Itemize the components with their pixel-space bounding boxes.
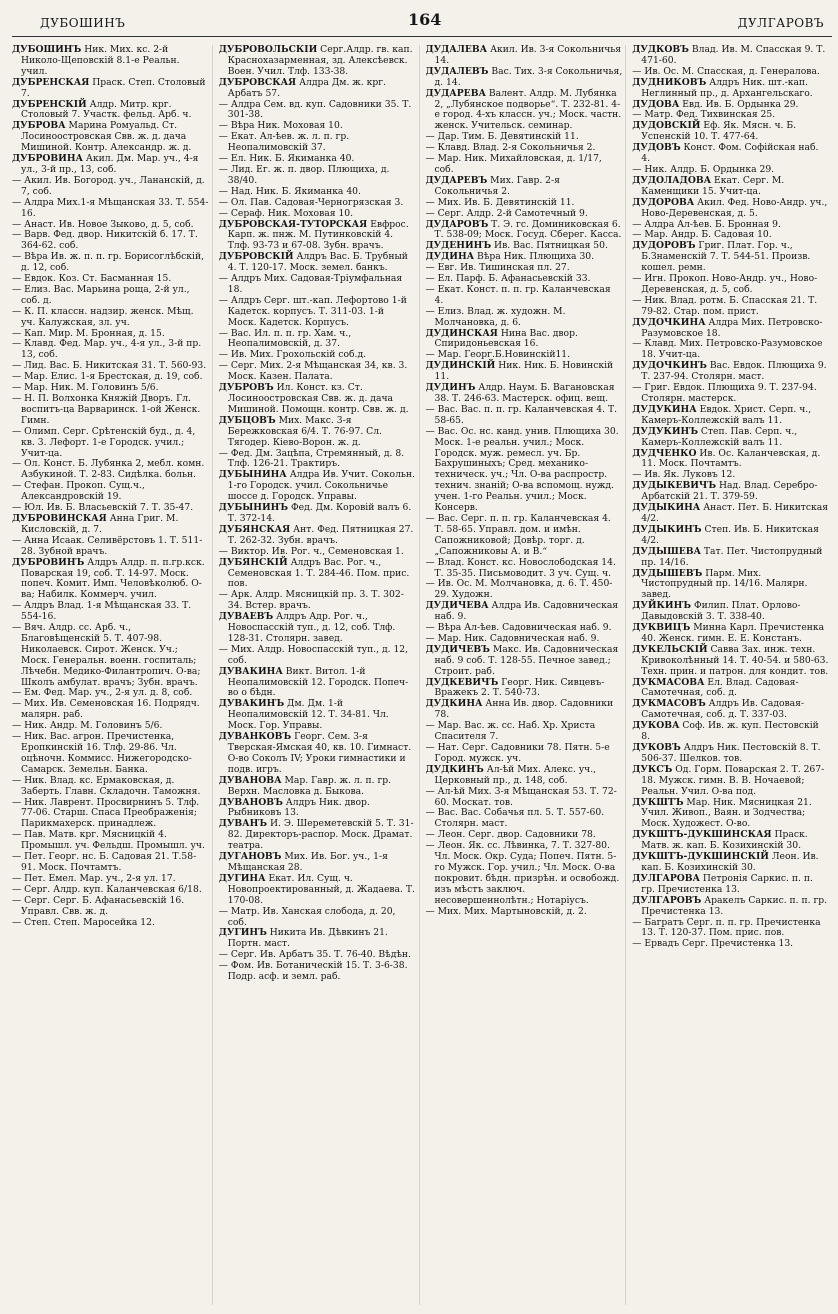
directory-entry: ДУБОШИНЪ Ник. Мих. кс. 2-й Николо-Щеповскій 8.1-е Реальн. учил. bbox=[12, 45, 180, 77]
directory-entry: — Нат. Серг. Садовники 78. Пятн. 5-е Город. мужск. уч. bbox=[425, 742, 610, 764]
directory-entry: ДУДИНСКАЯ Нина Вас. двор. Спиридоньевская 16. bbox=[425, 327, 578, 350]
directory-entry: — Алдръ Серг. шт.-кап. Лефортово 1-й Кадетск. корпусъ. Т. 311-03. 1-й Моск. Кадетск. Корпусъ. bbox=[218, 294, 407, 328]
directory-entry: ДУБРЕНСКІЙ Алдр. Митр. крг. Столовый 7. Участк. фельд. Арб. ч. bbox=[12, 98, 192, 121]
directory-entry: ДУКШТЪ-ДУКШИНСКІЙ Леон. Ив. кап. Б. Козихинскій 30. bbox=[632, 851, 819, 873]
directory-entry: ДУДЫКИНЪ Степ. Ив. Б. Никитская 4/2. bbox=[632, 523, 819, 546]
directory-entry: — Серг. Алдр. куп. Каланчевская 6/18. bbox=[12, 883, 202, 895]
directory-entry: — Серг. Алдр. 2-й Самотечный 9. bbox=[425, 207, 588, 219]
directory-entry: ДУБРОВЪ Ил. Конст. кз. Ст. Лосиноостровская Свв. ж. д. дача Мишиной. Помощн. контр. Свв. ж. д. bbox=[218, 382, 409, 415]
directory-entry: — Анаст. Ив. Новое Зыково, д. 5, соб. bbox=[12, 218, 194, 230]
directory-entry: — Пет. Георг. нс. Б. Садовая 21. Т.58-91. Моск. Почтамтъ. bbox=[12, 851, 197, 873]
directory-entry: — Мар. Елис. 1-я Брестская, д. 19, соб. bbox=[12, 371, 203, 383]
column-1 bbox=[12, 45, 213, 1305]
directory-entry: ДУГИНЪ Никита Ив. Дѣвкинъ 21. Портн. маст. bbox=[218, 927, 388, 950]
directory-entry: ДУБЯНСКАЯ Ант. Фед. Пятницкая 27. Т. 262-32. Зубн. врачъ. bbox=[218, 523, 414, 546]
directory-entry: — Вѣра Ив. ж. п. п. гр. Борисоглѣбскій, д. 12, соб. bbox=[12, 251, 205, 274]
directory-entry: ДУДОВЪ Конст. Фом. Софійская наб. 4. bbox=[632, 142, 819, 165]
directory-entry: — Акил. Ив. Богород. уч., Лананскій, д. 7, соб. bbox=[12, 174, 205, 197]
directory-entry: — Мар. Ник. Садовническая наб. 9. bbox=[425, 632, 600, 644]
directory-entry: — К. П. классн. надзир. женск. Мѣщ. уч. Калужская, зл. уч. bbox=[12, 305, 194, 328]
directory-entry: ДУБЯНСКІЙ Алдръ Вас. Рог. ч., Семеновская 1. Т. 284-46. Пом. прис. пов. bbox=[218, 556, 410, 590]
directory-entry: ДУДУКИНЪ Степ. Пав. Серп. ч., Камеръ-Коллежскій валъ 11. bbox=[632, 425, 798, 448]
directory-entry: — Мар. Ник. Михайловская, д. 1/17, соб. bbox=[425, 153, 602, 175]
directory-entry: — Мар. Андр. Б. Садовая 10. bbox=[632, 229, 772, 241]
directory-entry: — Варв. Фед. двор. Никитскій б. 17. Т. 364-62. соб. bbox=[12, 229, 198, 252]
directory-entry: ДУВАНЪ И. Э. Шереметевскій 5. Т. 31-82. Директоръ-распор. Моск. Драмат. театра. bbox=[218, 818, 414, 852]
directory-entry: — Дар. Тим. Б. Девятинскій 11. bbox=[425, 131, 579, 143]
column-2 bbox=[219, 45, 420, 1305]
directory-entry: — Вас. Вас. п. п. гр. Каланчевская 4. Т. 58-65. bbox=[425, 403, 618, 426]
directory-entry: ДУКОВА Соф. Ив. ж. куп. Пестовскій 8. bbox=[632, 720, 819, 743]
directory-entry: ДУКОВЪ Алдръ Ник. Пестовскій 8. Т. 506-37. Шелков. тов. bbox=[632, 742, 821, 764]
directory-entry: — Леон. Серг. двор. Садовники 78. bbox=[425, 829, 596, 841]
directory-entry: — Влад. Конст. кс. Новослободская 14. Т. 35-35. Письмоводит. 3 уч. Сущ. ч. bbox=[425, 556, 616, 579]
directory-entry: — Анна Исаак. Селивёрстовъ 1. Т. 511-28. Зубной врачъ. bbox=[12, 534, 203, 557]
directory-entry: — Ив. Ос. М. Спасская, д. Генералова. bbox=[632, 65, 820, 77]
directory-entry: — Сераф. Ник. Моховая 10. bbox=[218, 207, 354, 219]
directory-entry: — Елиз. Вас. Марьина роща, 2-й ул., соб. д. bbox=[12, 283, 190, 306]
directory-entry: — Мих. Ив. Б. Девятинскій 11. bbox=[425, 196, 575, 208]
directory-entry: — Ник. Вас. агрон. Пречистенка, Еропкинскій 16. Тлф. 29-86. Чл. оцѣночн. Коммисс. Нижегородско-Самарск. Земельн. Банка. bbox=[12, 731, 192, 775]
directory-entry: ДУГАНОВЪ Мих. Ив. Бог. уч., 1-я Мѣщанская 28. bbox=[218, 851, 388, 873]
directory-entry: — Ив. Ос. М. Молчановка, д. 6. Т. 450-29. Художн. bbox=[425, 578, 613, 601]
directory-entry: ДУБРОВСКАЯ-ТУТОРСКАЯ Евфрос. Карп. ж. пнж. М. Путинковскій 4. Тлф. 93-73 и 67-08. Зубн. врачъ. bbox=[218, 218, 409, 252]
directory-entry: ДУДАРЕВЪ Мих. Гавр. 2-я Сокольничья 2. bbox=[425, 174, 560, 197]
directory-entry: ДУДКОВЪ Влад. Ив. М. Спасская 9. Т. 471-60. bbox=[632, 45, 826, 66]
directory-entry: — Клавд. Влад. 2-я Сокольничья 2. bbox=[425, 142, 596, 154]
directory-entry: — Ол. Пав. Садовая-Черногрязская 3. bbox=[218, 196, 404, 208]
directory-entry: — Екат. Конст. п. п. гр. Каланчевская 4. bbox=[425, 283, 611, 306]
directory-entry: — Олимп. Серг. Срѣтенскій буд., д. 4, кв. 3. Лефорт. 1-е Городск. учил.; Учит-ца. bbox=[12, 425, 196, 459]
directory-entry: — Алдра Сем. вд. куп. Садовники 35. Т. 301-38. bbox=[218, 98, 412, 121]
directory-entry: ДУДОЧКИНА Алдра Мих. Петровско-Разумовское 18. bbox=[632, 316, 823, 339]
directory-entry: — Ник. Влад. ротм. Б. Спасская 21. Т. 79-82. Стар. пом. прист. bbox=[632, 294, 818, 317]
directory-entry: — Вас. Ос. нс. канд. унив. Плющиха 30. Моск. 1-е реальн. учил.; Моск. Городск. муж. ремесл. уч. Бр. Бахрушиныхъ; Сред. механико-техническ. уч.; Чл. О-ва распростр. технич. знаній; О-ва вспомощ. нужд. учен. 1-го Реальн. учил.; Моск. Консерв. bbox=[425, 425, 619, 514]
directory-entry: ДУДОВСКІЙ Еф. Як. Мясн. ч. Б. Успенскій 10. Т. 477-64. bbox=[632, 120, 797, 143]
directory-entry: — Пав. Матв. крг. Мясницкій 4. Промышл. уч. Фельдш. Промышл. уч. bbox=[12, 829, 205, 852]
directory-entry: — Вас. Серг. п. п. гр. Каланчевская 4. Т. 58-65. Управл. дом. и имѣн. Сапожниковой; Довѣр. торг. д. „Сапожниковы А. и В.“ bbox=[425, 512, 611, 557]
directory-entry: ДУКШТЪ Мар. Ник. Мясницкая 21. Учил. Живоп., Ваян. и Зодчества; Моск. Художест. О-во. bbox=[632, 796, 812, 830]
directory-entry: — Лид. Вас. Б. Никитская 31. Т. 560-93. bbox=[12, 360, 207, 372]
directory-entry: — Алдръ Мих. Садовая-Тріумфальная 18. bbox=[218, 273, 403, 295]
directory-entry: ДУГИНА Екат. Ил. Сущ. ч. Новопроектированный, д. Жадаева. Т. 170-08. bbox=[218, 872, 415, 906]
directory-entry: ДУБРОВСКІЙ Алдръ Вас. Б. Трубный 4. Т. 120-17. Моск. земел. банкъ. bbox=[218, 251, 408, 274]
directory-entry: ДУДЫШЕВЪ Парм. Мих. Чистопрудный пр. 14/16. Малярн. завед. bbox=[632, 567, 808, 601]
directory-entry: — Мих. Ив. Семеновская 16. Подрядч. малярн. раб. bbox=[12, 698, 200, 721]
directory-entry: ДУЛГАРОВЪ Аракелъ Саркис. п. п. гр. Пречистенка 13. bbox=[632, 894, 828, 917]
directory-entry: ДУБРОВОЛЬСКІЙ Серг.Алдр. гв. кап. Краснохазарменная, зд. Алексѣевск. Воен. Учил. Тлф. 133-38. bbox=[218, 45, 413, 77]
directory-entry: — Мар. Георг.Б.Новинскій11. bbox=[425, 349, 571, 361]
directory-entry: — Вѣра Ал-ѣев. Садовническая наб. 9. bbox=[425, 622, 612, 634]
directory-entry: — Виктор. Ив. Рог. ч., Семеновская 1. bbox=[218, 545, 404, 557]
directory-entry: — Мих. Мих. Мартыновскій, д. 2. bbox=[425, 905, 587, 917]
directory-entry: ДУВАКИНЪ Дм. Дм. 1-й Неопалимовскій 12. Т. 34-81. Чл. Моск. Гор. Управы. bbox=[218, 698, 389, 732]
directory-entry: — Алдръ Влад. 1-я Мѣщанская 33. Т. 554-16. bbox=[12, 600, 192, 623]
directory-entry: — Юл. Ив. Б. Власьевскій 7. Т. 35-47. bbox=[12, 502, 194, 514]
directory-entry: — Над. Ник. Б. Якиманка 40. bbox=[218, 185, 361, 197]
directory-entry: — Ив. Мих. Грохольскій соб.д. bbox=[218, 349, 367, 361]
directory-entry: ДУБРОВСКАЯ Алдра Дм. ж. крг. Арбатъ 57. bbox=[218, 76, 386, 99]
directory-entry: ДУДАРЕВА Валент. Алдр. М. Лубянка 2, „Лубянское подворье“. Т. 232-81. 4-е город. 4-хъ классн. уч.; Моск. частн. женск. Учительск. семинар. bbox=[425, 87, 622, 132]
directory-entry: — Лид. Ег. ж. п. двор. Плющиха, д. 38/40. bbox=[218, 163, 390, 186]
directory-entry: — Серг. Мих. 2-я Мѣщанская 34, кв. 3. Моск. Казен. Палата. bbox=[218, 360, 408, 383]
directory-entry: ДУБЫНИНЪ Фед. Дм. Коровій валъ 6. Т. 372-14. bbox=[218, 502, 412, 524]
directory-entry: ДУЛГАРОВА Петронія Саркис. п. п. гр. Пречистенка 13. bbox=[632, 872, 813, 895]
directory-entry: — Ник. Влад. кс. Ермаковская, д. Заберть. Главн. Складочн. Таможня. bbox=[12, 774, 201, 797]
directory-entry: ДУБЦОВЪ Мих. Макс. 3-я Бережковская 6/4. Т. 76-97. Сл. Тягодер. Кіево-Ворон. ж. д. bbox=[218, 414, 382, 448]
directory-entry: — Ем. Фед. Мар. уч., 2-я ул. д. 8, соб. bbox=[12, 687, 193, 699]
directory-entry: — Н. П. Волхонка Княжій Дворъ. Гл. воспитъ-ца Варваринск. 1-ой Женск. Гимн. bbox=[12, 393, 201, 426]
directory-entry: ДУКВИЦЪ Минна Карл. Пречистенка 40. Женск. гимн. Е. Е. Констанъ. bbox=[632, 622, 825, 644]
directory-entry: — Елиз. Влад. ж. художн. М. Молчановка, д. 6. bbox=[425, 305, 566, 328]
directory-entry: — Кап. Мир. М. Бронная, д. 15. bbox=[12, 327, 165, 339]
directory-entry: — Стефан. Прокоп. Сущ.ч., Александровскій 19. bbox=[12, 480, 145, 503]
directory-entry: ДУБРОВА Марина Ромуальд. Ст. Лосиноостровская Свв. ж. д. дача Мишиной. Контр. Александр. ж. д. bbox=[12, 120, 192, 154]
directory-entry: ДУДЧЕНКО Ив. Ос. Каланчевская, д. 11. Моск. Почтамтъ. bbox=[632, 447, 821, 470]
directory-entry: — Серг. Ив. Арбатъ 35. Т. 76-40. Вѣдѣн. bbox=[218, 949, 411, 961]
directory-entry: ДУКЕЛЬСКІЙ Савва Зах. инж. техн. Кривоколѣнный 14. Т. 40-54. и 580-63. Техн. прин. и патрон. для кондит. тов. bbox=[632, 643, 829, 677]
directory-entry: — Мар. Ник. М. Головинъ 5/6. bbox=[12, 382, 159, 394]
directory-entry: — Багратъ Серг. п. п. гр. Пречистенка 13. Т. 120-37. Пом. прис. пов. bbox=[632, 916, 821, 939]
directory-entry: — Ервадъ Серг. Пречистенка 13. bbox=[632, 938, 794, 950]
directory-entry: — Алдра Мих.1-я Мѣщанская 33. Т. 554-16. bbox=[12, 196, 209, 219]
directory-entry: ДУДИЧЕВЪ Макс. Ив. Садовническая наб. 9 соб. Т. 128-55. Печное завед.; Строит. раб. bbox=[425, 643, 619, 677]
directory-entry: — Фед. Дм. Зацѣпа, Стремянный, д. 8. Тлф. 126-21. Трактиръ. bbox=[218, 447, 405, 470]
directory-entry: — Вас. Ил. п. п. гр. Хам. ч., Неопалимовскій, д. 37. bbox=[218, 327, 352, 350]
directory-entry: — Ник. Алдр. Б. Ордынка 29. bbox=[632, 163, 775, 175]
directory-entry: ДУКСЪ Од. Горм. Поварская 2. Т. 267-18. Мужск. гимн. В. В. Ночаевой; Реальн. Учил. О-ва под. bbox=[632, 763, 825, 797]
directory-entry: ДУДЕНИНЪ Ив. Вас. Пятницкая 50. bbox=[425, 240, 608, 252]
directory-entry: ДУДИНЪ Алдр. Наум. Б. Вагановская 38. Т. 246-63. Мастерск. офиц. вещ. bbox=[425, 382, 615, 404]
page-header bbox=[12, 10, 832, 37]
directory-entry: ДУДКИНЪ Ал-ѣй Мих. Алекс. уч., Церковный пр., д. 148, соб. bbox=[425, 763, 597, 786]
directory-entry: ДУЙКИНЪ Филип. Плат. Орлово-Давыдовскій 3. Т. 338-40. bbox=[632, 600, 801, 623]
directory-entry: ДУДНИКОВЪ Алдръ Ник. шт.-кап. Неглинный пр., д. Архангельскаго. bbox=[632, 76, 813, 99]
directory-entry: — Пет. Емел. Мар. уч., 2-я ул. 17. bbox=[12, 872, 176, 884]
directory-entry: ДУДОРОВЪ Григ. Плат. Гор. ч., Б.Знаменскій 7. Т. 544-51. Произв. кошел. ремн. bbox=[632, 240, 811, 274]
column-3 bbox=[426, 45, 627, 1305]
directory-entry: — Серг. Серг. Б. Афанасьевскій 16. Управл. Свв. ж. д. bbox=[12, 894, 185, 917]
column-4 bbox=[632, 45, 832, 1305]
directory-entry: ДУДЫКЕВИЧЪ Над. Влад. Серебро-Арбатскій 21. Т. 379-59. bbox=[632, 480, 818, 503]
directory-entry: ДУДЫКИНА Анаст. Пет. Б. Никитская 4/2. bbox=[632, 502, 829, 524]
directory-entry: ДУДКИНА Анна Ив. двор. Садовники 78. bbox=[425, 698, 614, 721]
directory-entry: — Ник. Андр. М. Головинъ 5/6. bbox=[12, 720, 163, 732]
directory-entry: ДУВАЕВЪ Алдръ Адр. Рог. ч., Новоспасскій туп., д. 12, соб. Тлф. 128-31. Столярн. завед. bbox=[218, 611, 396, 644]
directory-entry: — Матр. Фед. Тихвинская 25. bbox=[632, 109, 776, 121]
directory-entry: — Вас. Вас. Собачья пл. 5. Т. 557-60. Столярн. маст. bbox=[425, 807, 605, 830]
directory-entry: — Матр. Ив. Ханская слобода, д. 20, соб. bbox=[218, 905, 396, 928]
directory-entry: — Ал-ѣй Мих. 3-я Мѣщанская 53. Т. 72-60. Москат. тов. bbox=[425, 785, 617, 808]
directory-entry: — Алдра Ал-ѣев. Б. Бронная 9. bbox=[632, 218, 781, 230]
directory-entry: ДУВАКИНА Викт. Витол. 1-й Неопалимовскій 12. Городск. Попеч-во о бѣдн. bbox=[218, 665, 409, 699]
directory-entry: — Вяч. Алдр. сс. Арб. ч., Благовѣщенскій 5. Т. 407-98. Николаевск. Сирот. Женск. Уч.; Моск. Генеральн. военн. госпиталь; Лѣчебн. Медико-Филантропич. О-ва; Школъ амбулат. врачъ; Зубн. врачъ. bbox=[12, 622, 201, 688]
directory-entry: — Ол. Конст. Б. Лубянка 2, мебл. комн. Азбукиной. Т. 2-83. Сидѣлка. больн. bbox=[12, 458, 205, 481]
directory-entry: ДУДКЕВИЧЪ Георг. Ник. Сивцевъ-Вражекъ 2. Т. 540-73. bbox=[425, 676, 605, 699]
header-right-running-title: ДУЛГАРОВЪ bbox=[737, 16, 824, 30]
directory-entry: ДУВАНОВА Мар. Гавр. ж. л. п. гр. Верхн. Масловка д. Быкова. bbox=[218, 774, 392, 797]
directory-entry: — Арк. Алдр. Мясницкій пр. 3. Т. 302-34. Встер. врачъ. bbox=[218, 589, 404, 612]
header-left-running-title: ДУБОШИНЪ bbox=[40, 16, 126, 30]
directory-entry: — Игн. Прокоп. Ново-Андр. уч., Ново-Деревенская, д. 5, соб. bbox=[632, 273, 818, 295]
directory-entry: — Мих. Алдр. Новоспасскій туп., д. 12, соб. bbox=[218, 643, 409, 666]
directory-entry: — Ник. Лаврент. Просвирнинъ 5. Тлф. 77-06. Старш. Спаса Преображенія; Парикмахерск. принадлеж. bbox=[12, 796, 200, 830]
directory-entry: — Ел. Ник. Б. Якиманка 40. bbox=[218, 153, 355, 165]
directory-entry: — Ив. Як. Луковъ 12. bbox=[632, 469, 736, 481]
directory-entry: — Ел. Парф. Б. Афанасьевскій 33. bbox=[425, 273, 591, 285]
directory-entry: ДУКМАСОВЪ Алдръ Ив. Садовая-Самотечная, соб. д. Т. 337-03. bbox=[632, 698, 805, 721]
directory-entry: ДУВАНКОВЪ Георг. Сем. 3-я Тверская-Ямская 40, кв. 10. Гимнаст. О-во Соколъ IV; Уроки гимнастики и подв. игръ. bbox=[218, 731, 412, 775]
directory-entry: — Евг. Ив. Тишинская пл. 27. bbox=[425, 262, 570, 274]
directory-entry: — Леон. Як. сс. Лѣвинка, 7. Т. 327-80. Чл. Моск. Окр. Суда; Попеч. Пятн. 5-го Мужск. Гор. учил.; Чл. Моск. О-ва покровит. бѣдн. призрѣн. и освобожд. изъ мѣстъ заключ. несовершеннолѣтн.; Нотаріусъ. bbox=[425, 840, 620, 906]
directory-entry: ДУБЫНИНА Алдра Ив. Учит. Сокольн. 1-го Городск. учил. Сокольничье шоссе д. Городск. Управы. bbox=[218, 469, 415, 503]
directory-columns bbox=[12, 45, 832, 1305]
directory-entry: — Екат. Ал-ѣев. ж. л. п. гр. Неопалимовскій 37. bbox=[218, 131, 350, 154]
directory-entry: ДУБРОВИНА Акил. Дм. Мар. уч., 4-я ул., 3-й пр., 13, соб. bbox=[12, 153, 199, 175]
directory-entry: — Евдок. Коз. Ст. Басманная 15. bbox=[12, 273, 172, 285]
directory-entry: ДУДУКИНА Евдок. Христ. Серп. ч., Камеръ-Коллежскій валъ 11. bbox=[632, 403, 812, 426]
directory-entry: ДУДАРОВЪ Т. Э. гс. Доминиковская 6. Т. 538-09; Моск. Госуд. Сберег. Касса. bbox=[425, 218, 622, 241]
directory-entry: ДУДИНСКІЙ Ник. Ник. Б. Новинскій 11. bbox=[425, 360, 614, 383]
directory-entry: — Григ. Евдок. Плющиха 9. Т. 237-94. Столярн. мастерск. bbox=[632, 382, 817, 404]
directory-entry: — Степ. Степ. Маросейка 12. bbox=[12, 916, 155, 928]
directory-entry: ДУДИЧЕВА Алдра Ив. Садовническая наб. 9. bbox=[425, 600, 619, 623]
directory-entry: ДУДОЧКИНЪ Вас. Евдок. Плющиха 9. Т. 237-94. Столярн. маст. bbox=[632, 360, 827, 383]
directory-entry: ДУКШТЪ-ДУКШИНСКАЯ Праск. Матв. ж. кап. Б. Козихинскій 30. bbox=[632, 829, 808, 852]
directory-entry: — Вѣра Ник. Моховая 10. bbox=[218, 120, 343, 132]
directory-entry: ДУБРЕНСКАЯ Праск. Степ. Столовый 7. bbox=[12, 76, 206, 99]
directory-entry: ДУКМАСОВА Ел. Влад. Садовая-Самотечная, соб. д. bbox=[632, 676, 799, 699]
directory-entry: ДУДЫШЕВА Тат. Пет. Чистопрудный пр. 14/16. bbox=[632, 545, 823, 568]
directory-entry: ДУБРОВИНСКАЯ Анна Григ. М. Кисловскій, д. 7. bbox=[12, 512, 179, 535]
page-number: 164 bbox=[408, 10, 442, 29]
directory-entry: ДУВАНОВЪ Алдръ Ник. двор. Рыбниковъ 13. bbox=[218, 796, 370, 819]
directory-entry: ДУДОРОВА Акил. Фед. Ново-Андр. уч., Ново-Деревенская, д. 5. bbox=[632, 196, 828, 219]
directory-entry: — Клавд. Мих. Петровско-Разумовское 18. Учит-ца. bbox=[632, 338, 823, 361]
directory-entry: — Клавд. Фед. Мар. уч., 4-я ул., 3-й пр. 13, соб. bbox=[12, 338, 202, 361]
directory-entry: ДУДОВА Евд. Ив. Б. Ордынка 29. bbox=[632, 98, 799, 110]
directory-entry: ДУДАЛЕВА Акил. Ив. 3-я Сокольничья 14. bbox=[425, 45, 622, 66]
directory-entry: ДУДОЛАДОВА Екат. Серг. М. Каменщики 15. Учит-ца. bbox=[632, 174, 785, 197]
directory-entry: — Фом. Ив. Ботаническій 15. Т. 3-6-38. Подр. асф. и земл. раб. bbox=[218, 960, 408, 983]
directory-entry: ДУБРОВИНЪ Алдръ Алдр. п. п.гр.кск. Поварская 19, соб. Т. 14-97. Моск. попеч. Комит. Имп. Человѣколюб. О-ва; Набилк. Коммерч. учил. bbox=[12, 556, 205, 601]
directory-entry: ДУДИНА Вѣра Ник. Плющиха 30. bbox=[425, 251, 595, 263]
directory-entry: — Мар. Вас. ж. сс. Наб. Хр. Христа Спасителя 7. bbox=[425, 720, 596, 743]
directory-entry: ДУДАЛЕВЪ Вас. Тих. 3-я Сокольничья, д. 14. bbox=[425, 65, 623, 88]
